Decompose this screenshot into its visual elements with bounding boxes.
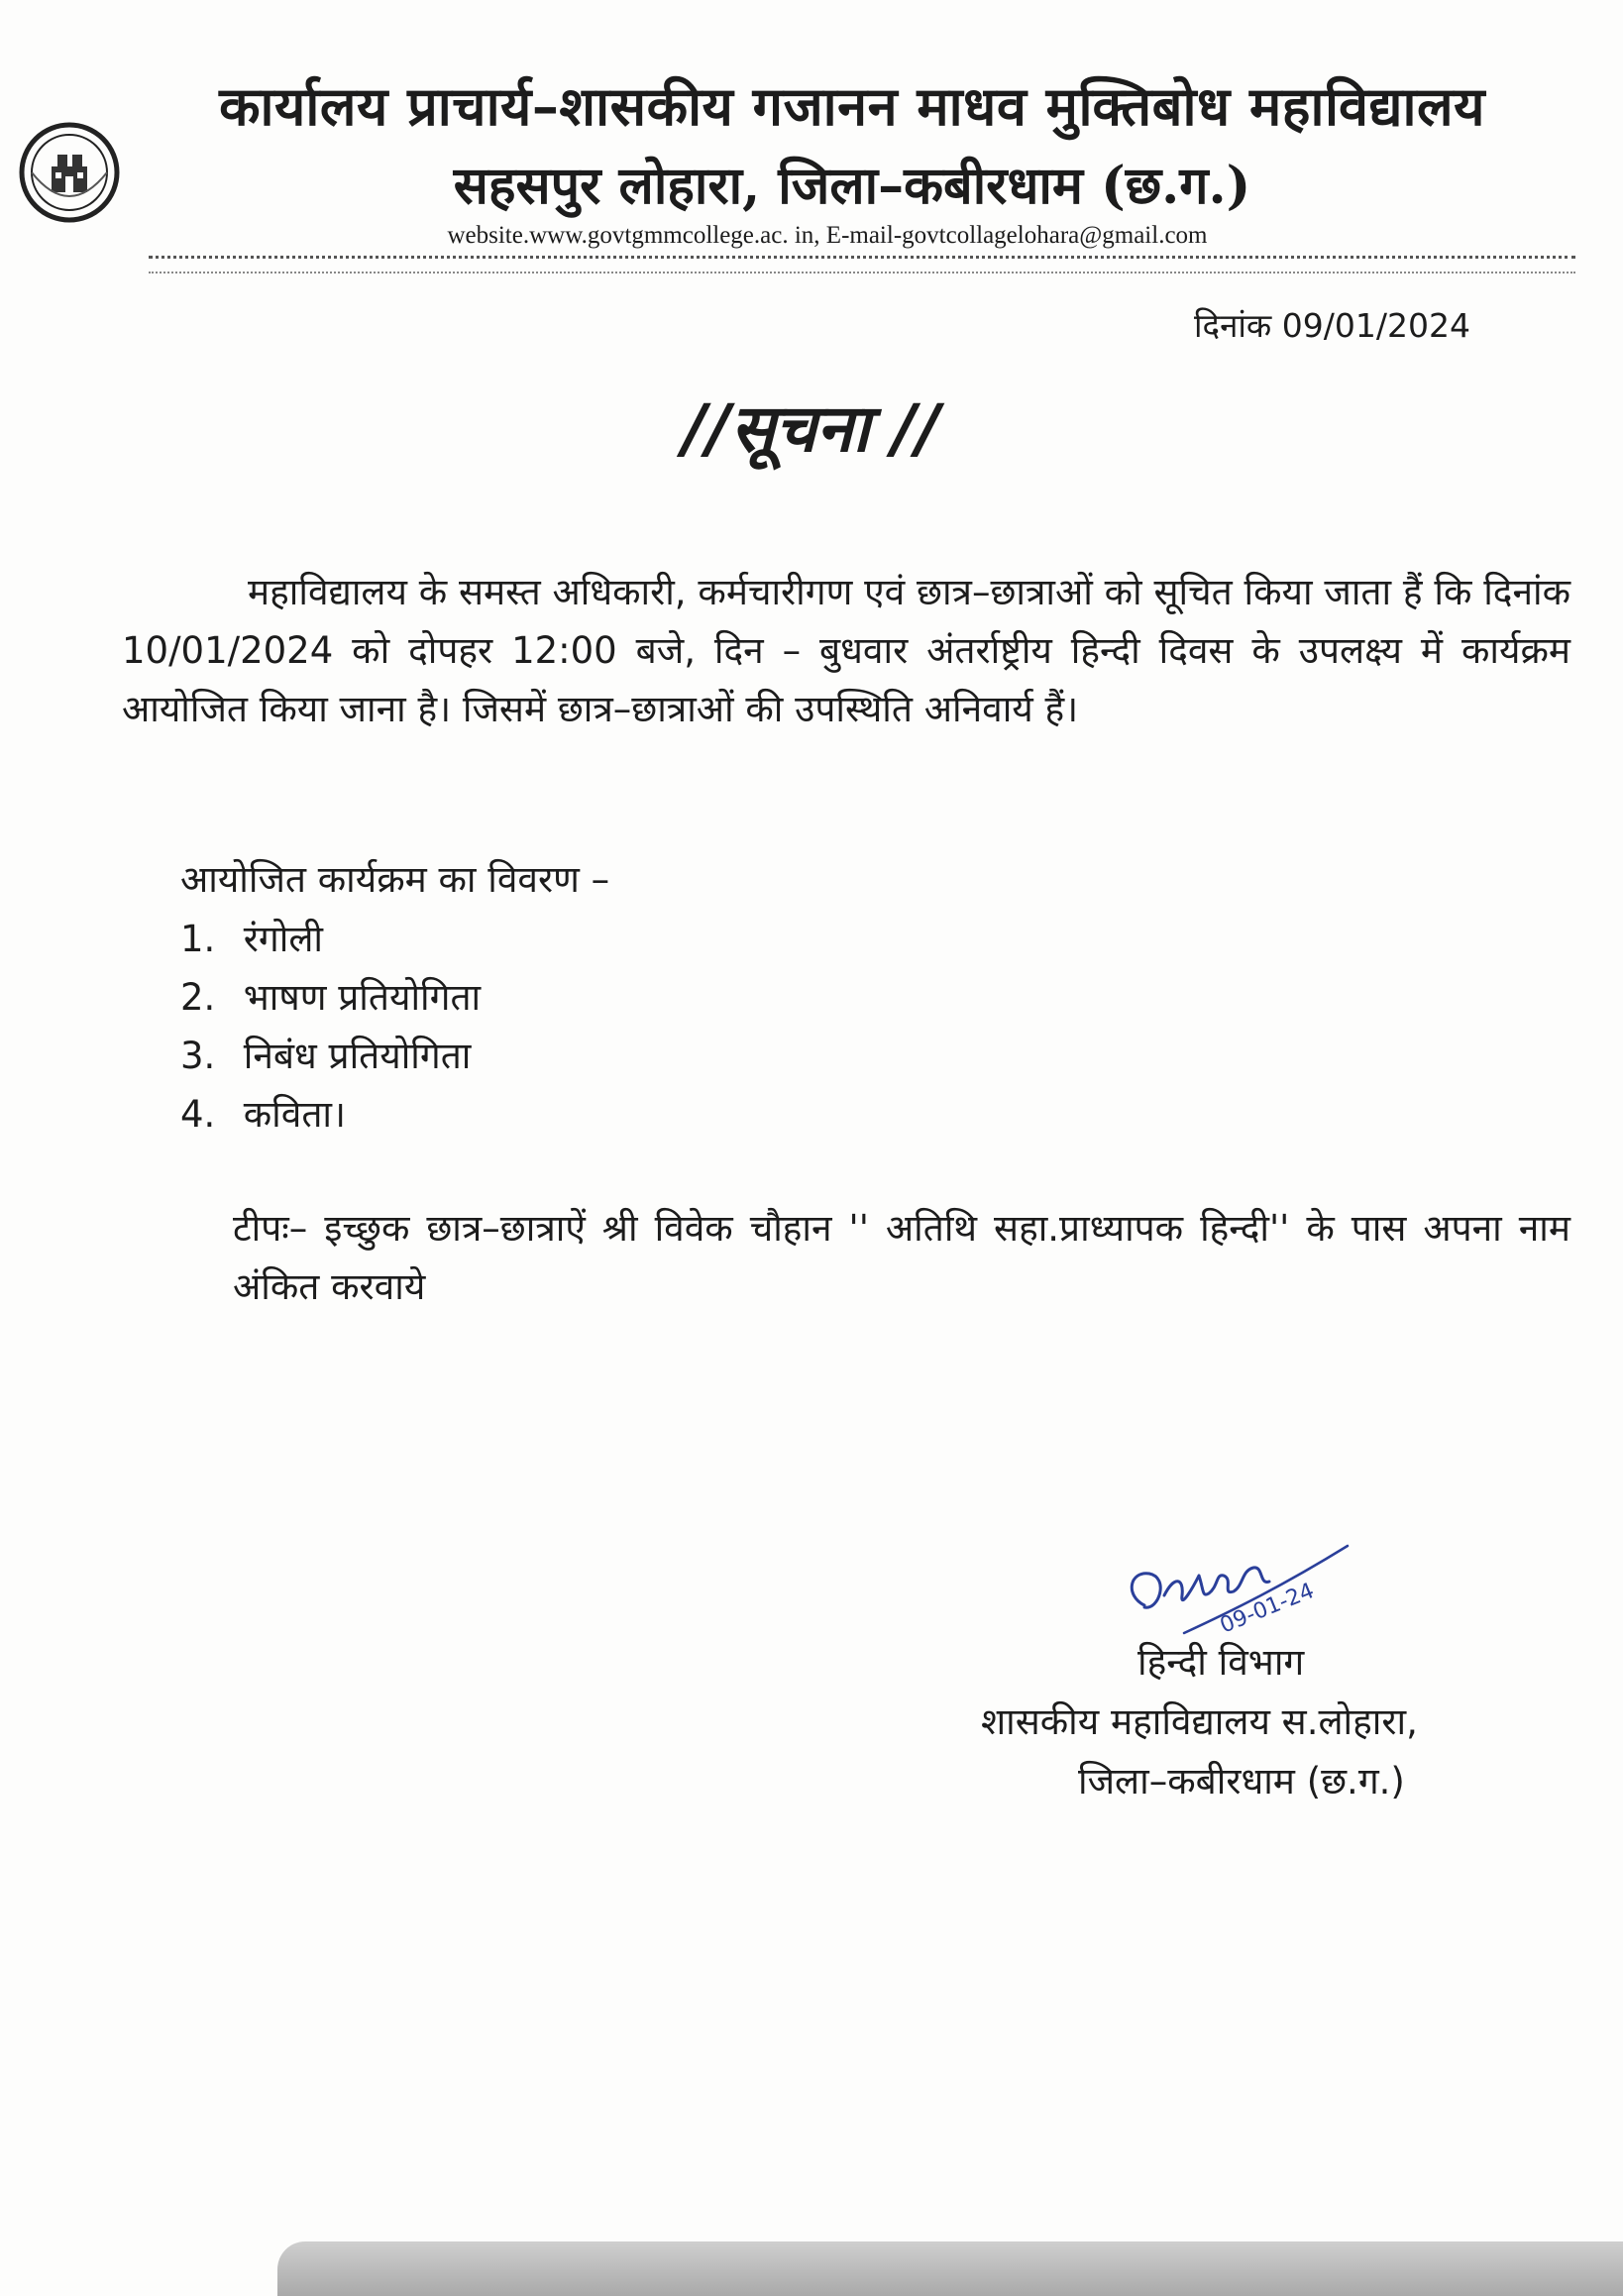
list-item-number: 4. bbox=[180, 1093, 216, 1136]
note-text: टीपः– इच्छुक छात्र–छात्राऐं श्री विवेक चौहान '' अतिथि सहा.प्राध्यापक हिन्दी'' के पास अपना नाम अंकित करवाये bbox=[233, 1207, 1570, 1308]
program-heading: आयोजित कार्यक्रम का विवरण – bbox=[180, 858, 610, 901]
list-item-label: रंगोली bbox=[243, 918, 323, 960]
list-item-label: कविता। bbox=[243, 1093, 347, 1136]
paper-fold-shadow bbox=[277, 2241, 1623, 2296]
signature-date: 09-01-24 bbox=[1216, 1578, 1318, 1639]
list-item-number: 1. bbox=[180, 918, 216, 960]
college-emblem-icon bbox=[18, 121, 121, 224]
notice-title: //सूचना // bbox=[683, 390, 940, 467]
program-list bbox=[180, 910, 481, 1144]
list-item bbox=[180, 968, 481, 1027]
list-item bbox=[180, 910, 481, 968]
list-item-label: भाषण प्रतियोगिता bbox=[243, 976, 482, 1019]
handwritten-signature bbox=[1115, 1516, 1362, 1655]
header-divider bbox=[149, 256, 1575, 259]
list-item bbox=[180, 1085, 481, 1144]
notice-date: दिनांक 09/01/2024 bbox=[1194, 306, 1470, 345]
list-item-number: 2. bbox=[180, 976, 216, 1019]
notice-body: महाविद्यालय के समस्त अधिकारी, कर्मचारीगण एवं छात्र–छात्राओं को सूचित किया जाता हैं कि दिनांक 10/01/2024 को दोपहर 12:00 बजे, दिन – बुधवार अंतर्राष्ट्रीय हिन्दी दिवस के उपलक्ष्य में कार्यक्रम आयोजित किया जाना है। जिसमें छात्र–छात्राओं की उपस्थिति अनिवार्य हैं। bbox=[122, 571, 1570, 730]
signatory-department: हिन्दी विभाग bbox=[1137, 1641, 1305, 1684]
list-item-label: निबंध प्रतियोगिता bbox=[243, 1035, 472, 1077]
signatory-college: शासकीय महाविद्यालय स.लोहारा, bbox=[981, 1700, 1418, 1743]
office-title: कार्यालय प्राचार्य–शासकीय गजानन माधव मुक्तिबोध महाविद्यालय bbox=[219, 74, 1485, 138]
list-item bbox=[180, 1027, 481, 1085]
contact-line: website.www.govtgmmcollege.ac. in, E-mail-govtcollagelohara@gmail.com bbox=[447, 222, 1208, 249]
signatory-district: जिला–कबीरधाम (छ.ग.) bbox=[1078, 1760, 1405, 1803]
header-divider-secondary bbox=[149, 272, 1575, 273]
list-item-number: 3. bbox=[180, 1035, 216, 1077]
college-address: सहसपुर लोहारा, जिला–कबीरधाम (छ.ग.) bbox=[453, 156, 1251, 216]
